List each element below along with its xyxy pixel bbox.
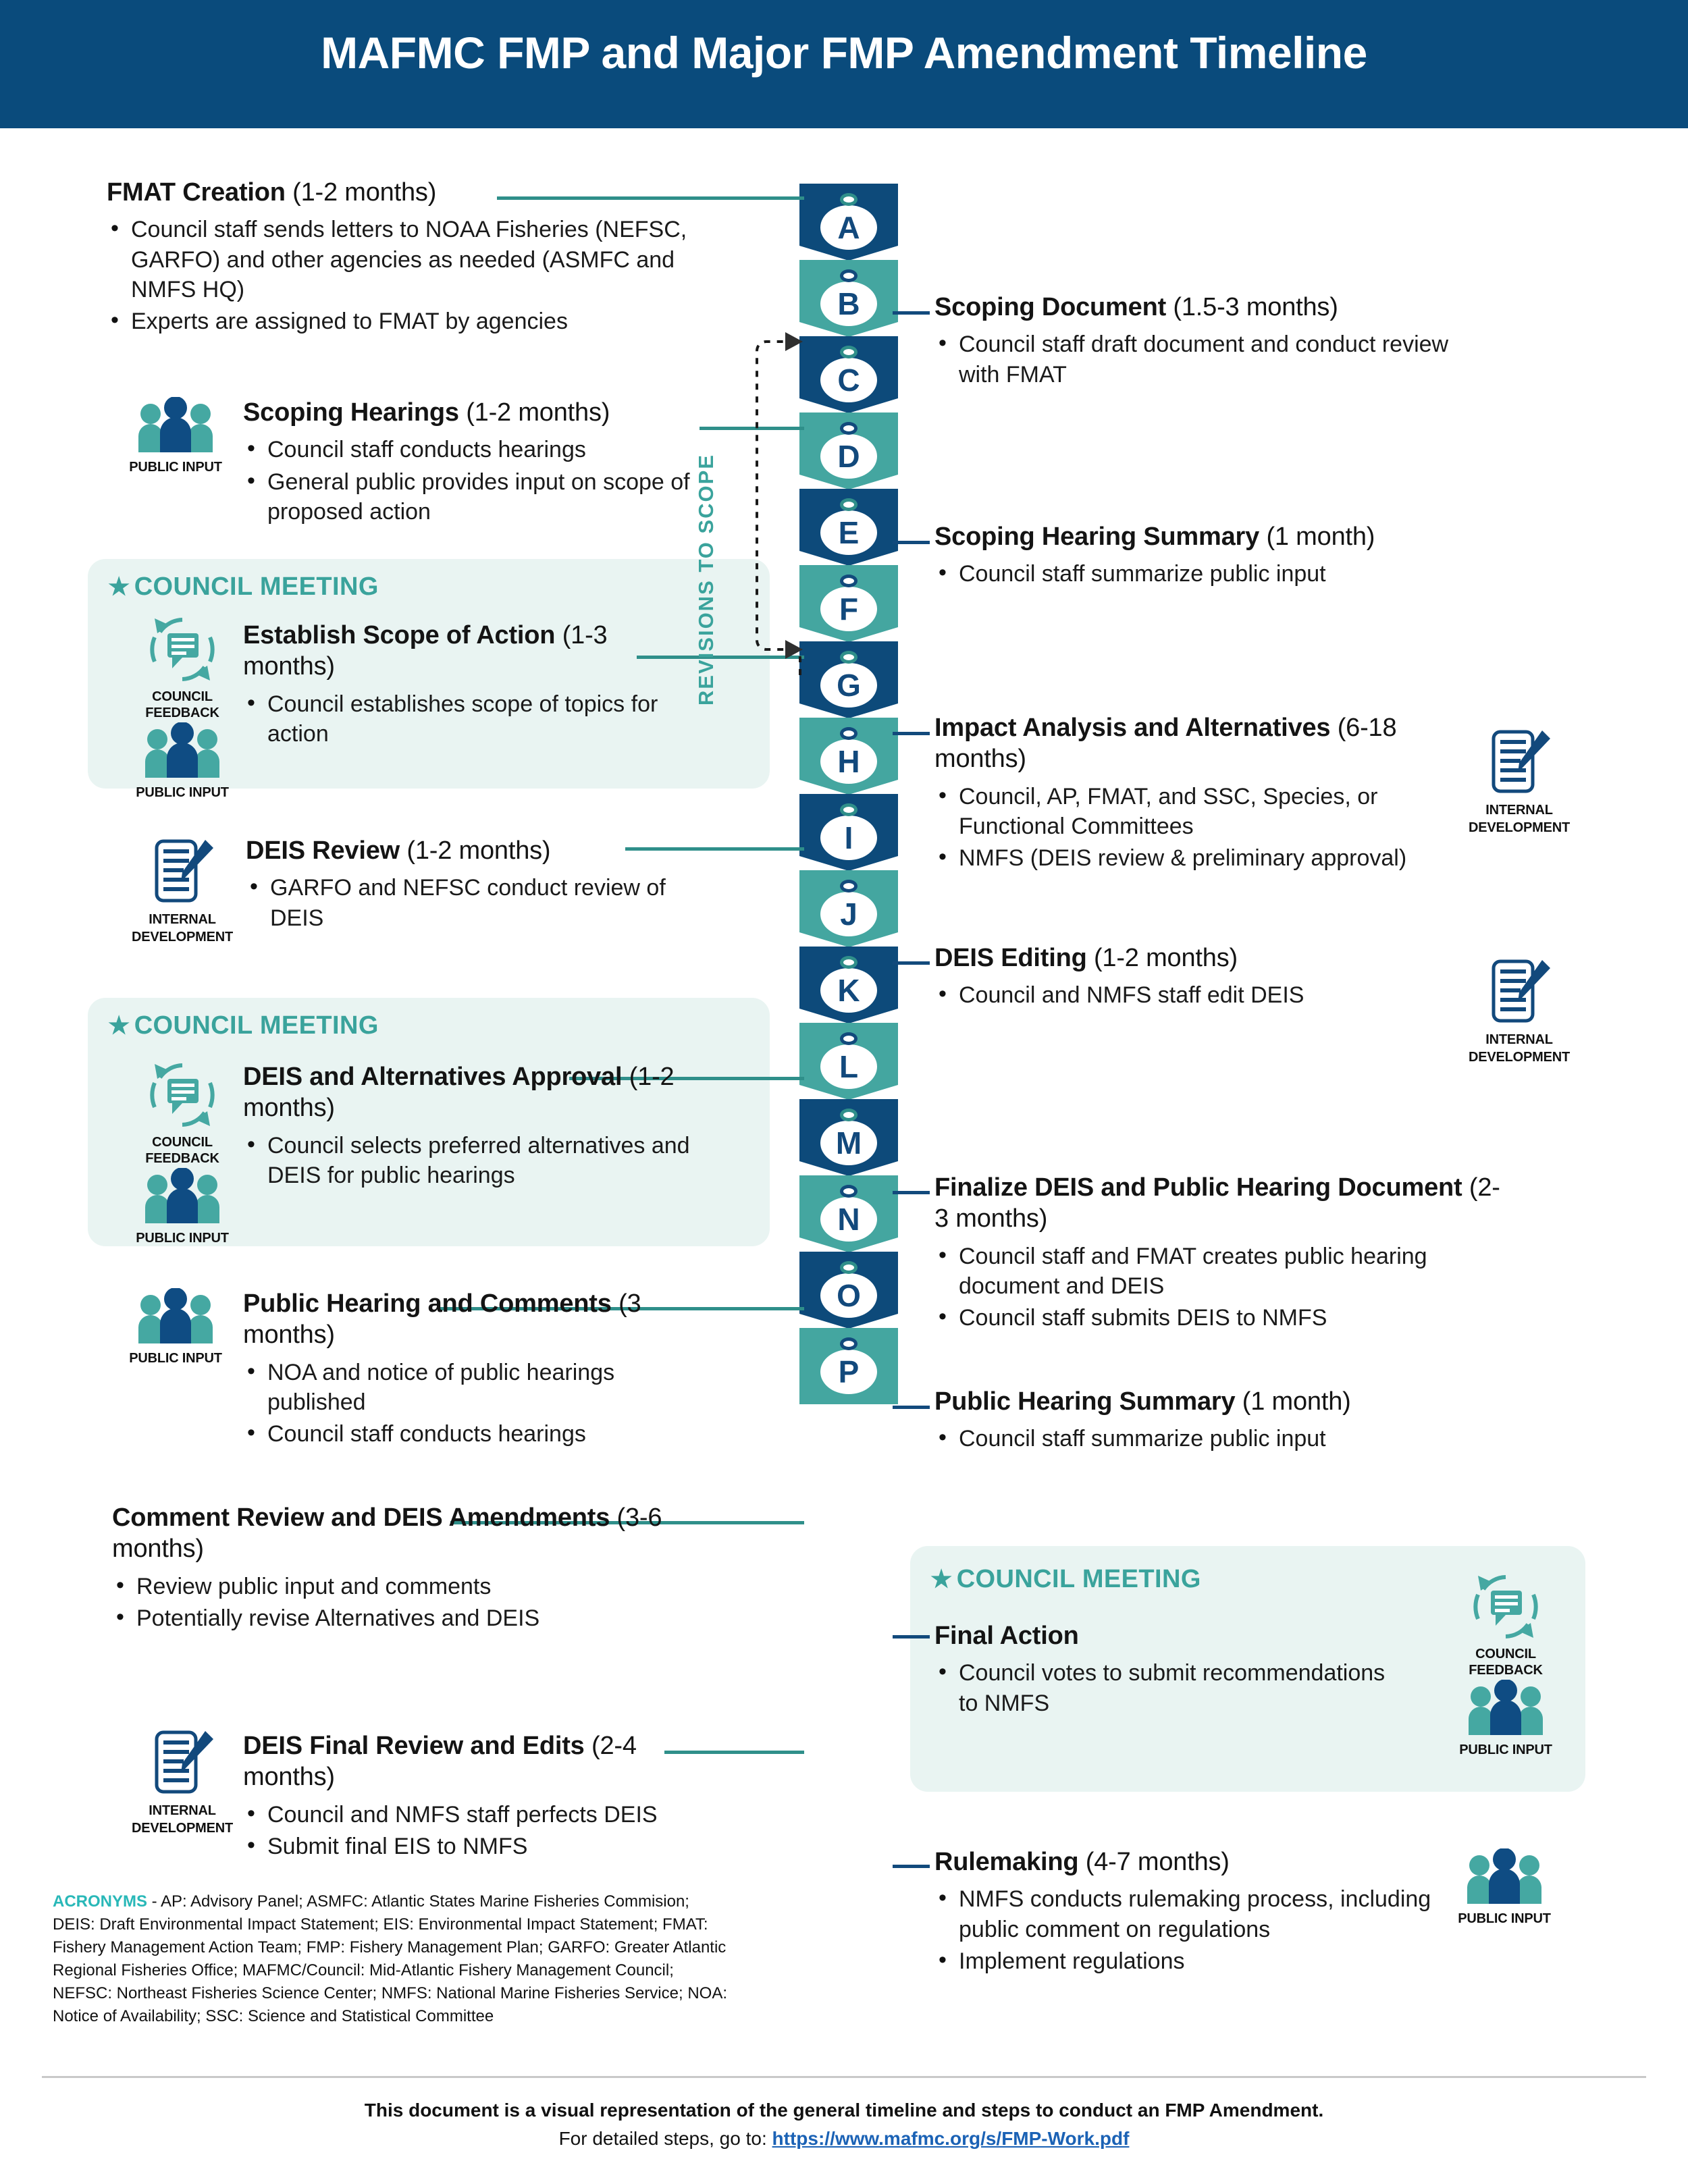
connector-line-b <box>893 311 930 315</box>
bullet-list <box>934 980 1407 1010</box>
node-dot-m <box>840 1109 858 1121</box>
council-feedback-icon <box>145 614 219 685</box>
icon-caption: PUBLIC INPUT <box>1458 1911 1551 1926</box>
bullet-list <box>243 435 702 527</box>
icon-internal-development-deis-review <box>128 837 236 946</box>
title-duration: (1-3 months) <box>243 621 608 681</box>
step-letter-e: E <box>820 510 877 555</box>
node-dot-n <box>840 1185 858 1198</box>
icon-caption: INTERNAL <box>149 1803 216 1818</box>
page-header <box>0 0 1688 128</box>
node-dot-g <box>840 651 858 664</box>
list-item: • Council staff submits DEIS to NMFS <box>934 1303 1502 1333</box>
title-duration: (1-2 months) <box>466 398 610 427</box>
node-dot-e <box>840 498 858 511</box>
step-letter-l: L <box>820 1044 877 1089</box>
block-title <box>934 292 1495 323</box>
block-title <box>243 397 702 428</box>
node-dot-b <box>840 269 858 282</box>
node-dot-l <box>840 1032 858 1045</box>
title-duration: (2-4 months) <box>243 1732 637 1792</box>
step-letter-a: A <box>820 205 877 250</box>
block-final-action <box>934 1620 1407 1720</box>
icon-caption: DEVELOPMENT <box>1468 1050 1571 1065</box>
block-title <box>934 1386 1495 1417</box>
list-item: • Council staff sends letters to NOAA Fisheries (NEFSC, GARFO) and other agencies as needed (ASMFC and NMFS HQ) <box>107 215 714 304</box>
node-dot-i <box>840 803 858 816</box>
icon-caption: PUBLIC INPUT <box>1459 1742 1552 1757</box>
icon-council-feedback-establish-scope <box>128 614 236 722</box>
title-duration: (3-6 months) <box>112 1503 662 1564</box>
icon-caption: INTERNAL <box>149 912 216 927</box>
bullet-list <box>934 1884 1461 1976</box>
block-title <box>112 1502 672 1565</box>
block-deis-editing <box>934 942 1407 1013</box>
block-title <box>246 835 691 866</box>
list-item: • Council staff draft document and conduct review with FMAT <box>934 329 1495 389</box>
timeline-step-i[interactable] <box>799 794 898 870</box>
step-letter-i: I <box>820 816 877 860</box>
block-title <box>934 521 1495 552</box>
page-title: MAFMC FMP and Major FMP Amendment Timeline <box>321 28 1367 78</box>
list-item: • Implement regulations <box>934 1946 1461 1976</box>
icon-caption: COUNCIL FEEDBACK <box>145 689 219 721</box>
icon-public-input-rulemaking <box>1450 1848 1558 1927</box>
block-title <box>934 1172 1502 1235</box>
council-meeting-text: COUNCIL MEETING <box>134 572 379 601</box>
icon-public-input-final-action <box>1452 1680 1560 1758</box>
title-duration: (1-2 months) <box>243 1063 675 1123</box>
step-letter-p: P <box>820 1350 877 1394</box>
bullet-list <box>243 1800 729 1861</box>
block-establish-scope-of-action <box>243 620 702 751</box>
list-item: • Council, AP, FMAT, and SSC, Species, or Functional Committees <box>934 782 1475 841</box>
block-scoping-hearing-summary <box>934 521 1495 591</box>
star-icon: ★ <box>108 572 130 600</box>
title-text: Comment Review and DEIS Amendments <box>112 1503 610 1532</box>
icon-public-input-establish-scope <box>128 722 236 801</box>
star-icon: ★ <box>108 1011 130 1039</box>
internal-development-icon <box>149 1728 216 1799</box>
icon-caption: PUBLIC INPUT <box>129 460 222 475</box>
icon-caption: INTERNAL <box>1485 1032 1553 1047</box>
step-letter-c: C <box>820 358 877 402</box>
step-letter-f: F <box>820 587 877 631</box>
title-text: DEIS and Alternatives Approval <box>243 1063 623 1091</box>
timeline-step-n[interactable] <box>799 1175 898 1252</box>
list-item: • Council staff conducts hearings <box>243 1419 675 1449</box>
node-dot-p <box>840 1337 858 1350</box>
title-duration: (1-2 months) <box>1093 944 1238 972</box>
footer <box>0 2100 1688 2150</box>
icon-caption: INTERNAL <box>1485 803 1553 818</box>
public-input-icon <box>1466 1680 1546 1738</box>
block-impact-analysis <box>934 712 1475 875</box>
public-input-icon <box>136 1288 215 1346</box>
revisions-to-scope-text: REVISIONS TO SCOPE <box>694 454 718 706</box>
block-title <box>934 1846 1461 1877</box>
icon-caption: COUNCIL FEEDBACK <box>1469 1647 1543 1678</box>
star-icon: ★ <box>930 1565 953 1593</box>
bullet-list <box>243 1358 675 1449</box>
icon-internal-development-deis-final-review <box>128 1728 236 1837</box>
bullet-list <box>934 329 1495 389</box>
icon-caption: COUNCIL FEEDBACK <box>145 1135 219 1167</box>
footer-line-1: This document is a visual representation of the general timeline and steps to conduct an FMP Amendment. <box>364 2100 1324 2121</box>
block-title <box>934 942 1407 974</box>
block-title <box>934 712 1475 775</box>
list-item: • Experts are assigned to FMAT by agencies <box>107 307 714 336</box>
title-text: Final Action <box>934 1622 1079 1650</box>
icon-public-input-scoping-hearings <box>122 397 230 475</box>
list-item: • Council and NMFS staff edit DEIS <box>934 980 1407 1010</box>
title-text: Public Hearing Summary <box>934 1387 1236 1416</box>
node-dot-f <box>840 575 858 587</box>
icon-caption: DEVELOPMENT <box>131 930 234 945</box>
list-item: • Council staff summarize public input <box>934 1424 1495 1454</box>
timeline-step-p[interactable] <box>799 1328 898 1404</box>
bullet-list <box>934 1658 1407 1717</box>
title-duration: (1.5-3 months) <box>1173 293 1338 321</box>
bullet-list <box>112 1572 672 1633</box>
list-item: • Council establishes scope of topics for action <box>243 689 702 749</box>
step-letter-d: D <box>820 434 877 479</box>
fmp-work-pdf-link[interactable]: https://www.mafmc.org/s/FMP-Work.pdf <box>772 2128 1130 2149</box>
icon-public-input-public-hearing <box>122 1288 230 1366</box>
block-title <box>107 177 714 208</box>
icon-caption: PUBLIC INPUT <box>136 785 229 800</box>
acronyms-block <box>53 1890 735 2028</box>
council-meeting-label-1 <box>108 572 379 602</box>
title-text: Establish Scope of Action <box>243 621 556 649</box>
title-text: DEIS Review <box>246 836 400 865</box>
list-item: • Council votes to submit recommendations to NMFS <box>934 1658 1407 1717</box>
footer-divider <box>42 2076 1646 2078</box>
icon-caption: DEVELOPMENT <box>1468 820 1571 836</box>
list-item: • Review public input and comments <box>112 1572 672 1601</box>
council-feedback-icon <box>145 1060 219 1130</box>
title-duration: (1 month) <box>1242 1387 1351 1416</box>
node-dot-j <box>840 880 858 893</box>
council-meeting-label-3 <box>930 1565 1201 1594</box>
bullet-list <box>934 1242 1502 1333</box>
block-deis-review <box>246 835 691 935</box>
public-input-icon <box>136 397 215 455</box>
footer-link-prefix: For detailed steps, go to: <box>558 2128 772 2149</box>
icon-internal-development-impact-analysis <box>1465 728 1573 836</box>
list-item: • NMFS (DEIS review & preliminary approval) <box>934 843 1475 873</box>
step-letter-m: M <box>820 1121 877 1165</box>
list-item: • Council staff summarize public input <box>934 559 1495 589</box>
bullet-list <box>934 782 1475 874</box>
block-title <box>243 1061 716 1124</box>
title-text: DEIS Final Review and Edits <box>243 1732 585 1760</box>
block-rulemaking <box>934 1846 1461 1978</box>
public-input-icon <box>142 722 222 780</box>
block-deis-final-review <box>243 1730 729 1863</box>
title-duration: (3 months) <box>243 1289 641 1350</box>
footer-line-2 <box>0 2128 1688 2150</box>
node-dot-c <box>840 346 858 358</box>
internal-development-icon <box>149 837 216 907</box>
title-text: Rulemaking <box>934 1848 1079 1876</box>
title-text: DEIS Editing <box>934 944 1087 972</box>
title-text: Impact Analysis and Alternatives <box>934 714 1331 742</box>
title-duration: (1-2 months) <box>406 836 551 865</box>
node-dot-o <box>840 1261 858 1274</box>
node-dot-a <box>840 193 858 206</box>
node-dot-h <box>840 727 858 740</box>
icon-council-feedback-final-action <box>1452 1572 1560 1679</box>
title-text: Scoping Document <box>934 293 1167 321</box>
connector-line-n <box>893 1635 930 1639</box>
timeline-step-h[interactable] <box>799 718 898 794</box>
list-item: • NOA and notice of public hearings published <box>243 1358 675 1417</box>
bullet-list <box>243 1131 716 1190</box>
title-duration: (1 month) <box>1266 523 1375 551</box>
council-feedback-icon <box>1469 1572 1543 1642</box>
internal-development-icon <box>1485 728 1553 798</box>
council-meeting-text: COUNCIL MEETING <box>956 1565 1201 1593</box>
list-item: • Council selects preferred alternatives and DEIS for public hearings <box>243 1131 716 1190</box>
icon-council-feedback-deis-approval <box>128 1060 236 1167</box>
timeline-step-m[interactable] <box>799 1099 898 1175</box>
timeline-step-a[interactable] <box>799 184 898 260</box>
internal-development-icon <box>1485 957 1553 1028</box>
bullet-list <box>246 873 691 932</box>
acronyms-body: - AP: Advisory Panel; ASMFC: Atlantic States Marine Fisheries Commision; DEIS: Draft Environmental Impact Statement; EIS: Environmental Impact Statement; FMAT: Fishery Management Action Team; FMP: Fishery Management Plan; GARFO: Greater Atlantic Regional Fisheries Office; MAFMC/Council: Mid-Atlantic Fishery Management Council; NEFSC: Northeast Fisheries Science Center; NMFS: National Marine Fisheries Service; NOA: Notice of Availability; SSC: Science and Statistical Committee <box>53 1892 727 2026</box>
block-fmat-creation <box>107 177 714 338</box>
step-letter-o: O <box>820 1273 877 1318</box>
acronyms-heading: ACRONYMS <box>53 1892 148 1911</box>
public-input-icon <box>1465 1848 1544 1907</box>
title-duration: (1-2 months) <box>292 178 437 207</box>
bullet-list <box>243 689 702 749</box>
bullet-list <box>107 215 714 336</box>
title-text: Public Hearing and Comments <box>243 1289 612 1318</box>
block-title <box>934 1620 1407 1651</box>
list-item: • Council staff conducts hearings <box>243 435 702 464</box>
icon-internal-development-deis-editing <box>1465 957 1573 1066</box>
step-letter-n: N <box>820 1197 877 1242</box>
block-scoping-hearings <box>243 397 702 529</box>
step-letter-j: J <box>820 892 877 936</box>
public-input-icon <box>142 1168 222 1226</box>
block-comment-review <box>112 1502 672 1635</box>
title-text: Scoping Hearing Summary <box>934 523 1260 551</box>
node-dot-k <box>840 956 858 969</box>
title-text: Scoping Hearings <box>243 398 459 427</box>
council-meeting-label-2 <box>108 1011 379 1040</box>
step-letter-h: H <box>820 739 877 784</box>
block-public-hearing-summary <box>934 1386 1495 1456</box>
block-title <box>243 1730 729 1793</box>
list-item: • Council staff and FMAT creates public hearing document and DEIS <box>934 1242 1502 1301</box>
step-letter-b: B <box>820 282 877 326</box>
step-letter-k: K <box>820 968 877 1013</box>
title-duration: (4-7 months) <box>1085 1848 1230 1876</box>
connector-line-p <box>893 1865 930 1868</box>
block-title <box>243 1288 675 1351</box>
icon-public-input-deis-approval <box>128 1168 236 1246</box>
block-scoping-document <box>934 292 1495 392</box>
icon-caption: PUBLIC INPUT <box>136 1231 229 1246</box>
connector-line-h <box>893 961 930 965</box>
block-public-hearing-comments <box>243 1288 675 1451</box>
list-item: • General public provides input on scope of proposed action <box>243 467 702 527</box>
list-item: • GARFO and NEFSC conduct review of DEIS <box>246 873 691 932</box>
bullet-list <box>934 1424 1495 1454</box>
connector-line-f <box>893 732 930 735</box>
step-letter-g: G <box>820 663 877 708</box>
title-text: FMAT Creation <box>107 178 286 207</box>
title-duration: (6-18 months) <box>934 714 1397 774</box>
block-title <box>243 620 702 683</box>
timeline-step-j[interactable] <box>799 870 898 947</box>
node-dot-d <box>840 422 858 435</box>
icon-caption: PUBLIC INPUT <box>129 1351 222 1366</box>
connector-line-j <box>893 1191 930 1194</box>
title-duration: (2-3 months) <box>934 1173 1500 1233</box>
connector-line-d <box>893 541 930 544</box>
bullet-list <box>934 559 1495 589</box>
title-text: Finalize DEIS and Public Hearing Document <box>934 1173 1462 1202</box>
connector-line-l <box>893 1406 930 1409</box>
timeline-step-k[interactable] <box>799 947 898 1023</box>
timeline-step-l[interactable] <box>799 1023 898 1099</box>
list-item: • Submit final EIS to NMFS <box>243 1832 729 1861</box>
list-item: • Council and NMFS staff perfects DEIS <box>243 1800 729 1830</box>
block-finalize-deis <box>934 1172 1502 1335</box>
list-item: • NMFS conducts rulemaking process, including public comment on regulations <box>934 1884 1461 1944</box>
icon-caption: DEVELOPMENT <box>131 1821 234 1836</box>
timeline-step-o[interactable] <box>799 1252 898 1328</box>
council-meeting-text: COUNCIL MEETING <box>134 1011 379 1040</box>
block-deis-alternatives-approval <box>243 1061 716 1192</box>
list-item: • Potentially revise Alternatives and DEIS <box>112 1603 672 1633</box>
